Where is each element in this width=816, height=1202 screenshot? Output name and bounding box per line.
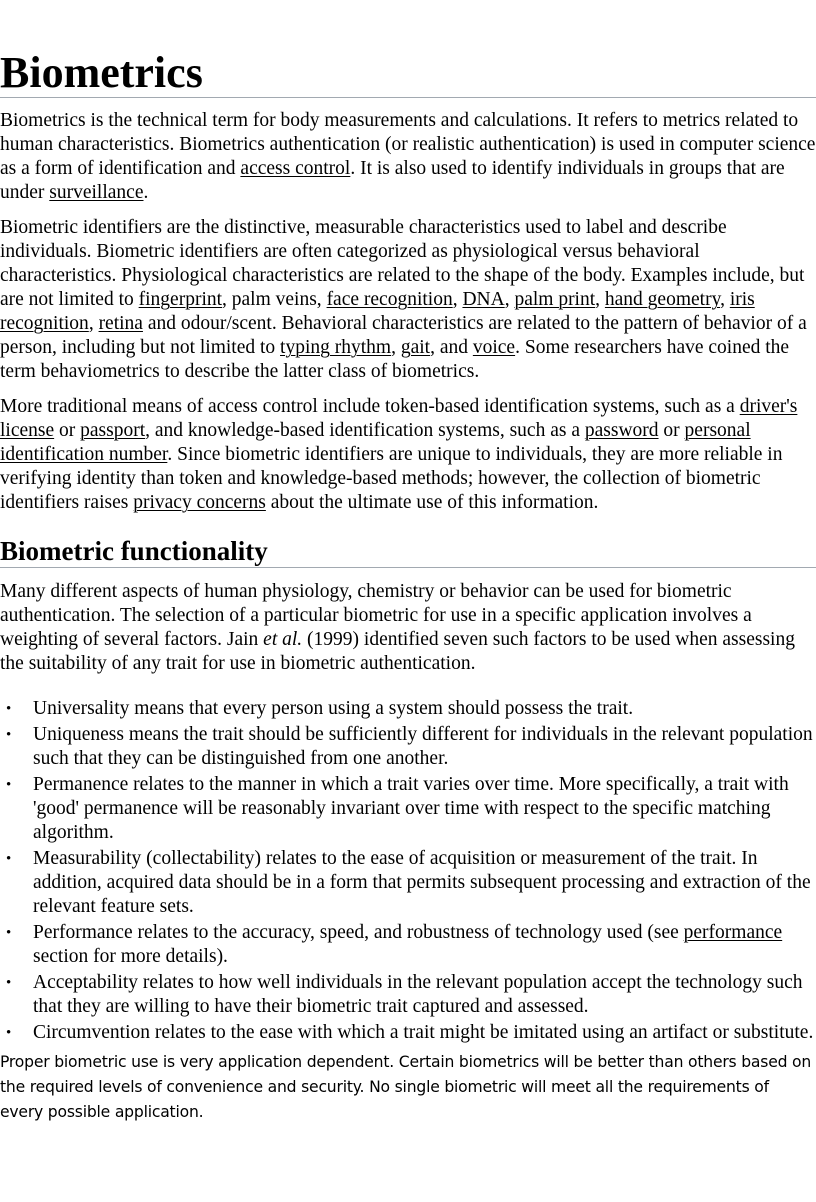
list-item: • Universality means that every person using a system should possess the trait. <box>6 698 634 719</box>
closing-paragraph: Proper biometric use is very application dependent. Certain biometrics will be better than others based on the required levels of convenience and security. No single biometric will meet all the requirements of every possible application. <box>0 1053 812 1121</box>
intro-paragraph-2: Biometric identifiers are the distinctive, measurable characteristics used to label and describe individuals. Biometric identifiers are often categorized as physiological versus behavioral characteristics. Physiological characteristics are related to the shape of the body. Examples include, but are not limited to fingerprint, palm veins, face recognition, DNA, palm print, hand geometry, iris recognition, retina and odour/scent. Behavioral characteristics are related to the pattern of behavior of a person, including but not limited to typing rhythm, gait, and voice. Some researchers have coined the term behaviometrics to describe the latter class of biometrics. <box>0 217 807 382</box>
list-item: • Measurability (collectability) relates to the ease of acquisition or measurement of the trait. In addition, acquired data should be in a form that permits subsequent processing and extraction of the relevant feature sets. <box>6 848 811 917</box>
link-performance[interactable]: performance <box>683 922 783 943</box>
link-fingerprint[interactable]: fingerprint <box>138 289 223 310</box>
intro-paragraph-1: Biometrics is the technical term for body measurements and calculations. It refers to metrics related to human characteristics. Biometrics authentication (or realistic authentication) is used in computer science as a form of identification and access control. It is also used to identify individuals in groups that are under surveillance. <box>0 110 816 203</box>
bullet-icon: • <box>6 777 12 793</box>
list-item: • Uniqueness means the trait should be sufficiently different for individuals in the relevant population such that they can be distinguished from one another. <box>6 724 813 769</box>
link-drivers-license[interactable]: driver's license <box>0 396 798 441</box>
bullet-icon: • <box>6 975 12 991</box>
list-item: • Performance relates to the accuracy, speed, and robustness of technology used (see performance section for more details). <box>6 922 783 967</box>
section-paragraph-1: Many different aspects of human physiology, chemistry or behavior can be used for biometric authentication. The selection of a particular biometric for use in a specific application involves a weighting of several factors. Jain et al. (1999) identified seven such factors to be used when assessing the suitability of any trait for use in biometric authentication. <box>0 581 795 674</box>
link-dna[interactable]: DNA <box>462 289 505 310</box>
link-privacy-concerns[interactable]: privacy concerns <box>133 492 266 513</box>
list-item: • Circumvention relates to the ease with which a trait might be imitated using an artifact or substitute. <box>6 1022 814 1043</box>
bullet-icon: • <box>6 925 12 941</box>
link-palm-print[interactable]: palm print <box>514 289 596 310</box>
link-iris-recognition[interactable]: iris recognition <box>0 289 755 334</box>
list-item: • Acceptability relates to how well individuals in the relevant population accept the technology such that they are willing to have their biometric trait captured and assessed. <box>6 972 803 1017</box>
bullet-icon: • <box>6 701 12 717</box>
link-gait[interactable]: gait <box>400 337 431 358</box>
link-typing-rhythm[interactable]: typing rhythm <box>280 337 392 358</box>
link-access-control[interactable]: access control <box>240 158 351 179</box>
link-face-recognition[interactable]: face recognition <box>326 289 453 310</box>
list-item: • Permanence relates to the manner in which a trait varies over time. More specifically, a trait with 'good' permanence will be reasonably invariant over time with respect to the specific matching algorithm. <box>6 774 789 843</box>
link-personal-identification-number[interactable]: personal identification number <box>0 420 751 465</box>
link-retina[interactable]: retina <box>98 313 143 334</box>
factors-list <box>0 697 816 1045</box>
bullet-icon: • <box>6 727 12 743</box>
link-surveillance[interactable]: surveillance <box>49 182 144 203</box>
link-hand-geometry[interactable]: hand geometry <box>604 289 721 310</box>
page-title: Biometrics <box>0 0 816 98</box>
intro-paragraph-3: More traditional means of access control include token-based identification systems, such as a driver's license or passport, and knowledge-based identification systems, such as a password or personal identification number. Since biometric identifiers are unique to individuals, they are more reliable in verifying identity than token and knowledge-based methods; however, the collection of biometric identifiers raises privacy concerns about the ultimate use of this information. <box>0 396 798 513</box>
section-heading: Biometric functionality <box>0 515 816 568</box>
bullet-icon: • <box>6 1025 12 1041</box>
link-password[interactable]: password <box>584 420 659 441</box>
link-passport[interactable]: passport <box>80 420 146 441</box>
bullet-icon: • <box>6 851 12 867</box>
link-voice[interactable]: voice <box>472 337 516 358</box>
et-al: et al. <box>263 629 303 650</box>
